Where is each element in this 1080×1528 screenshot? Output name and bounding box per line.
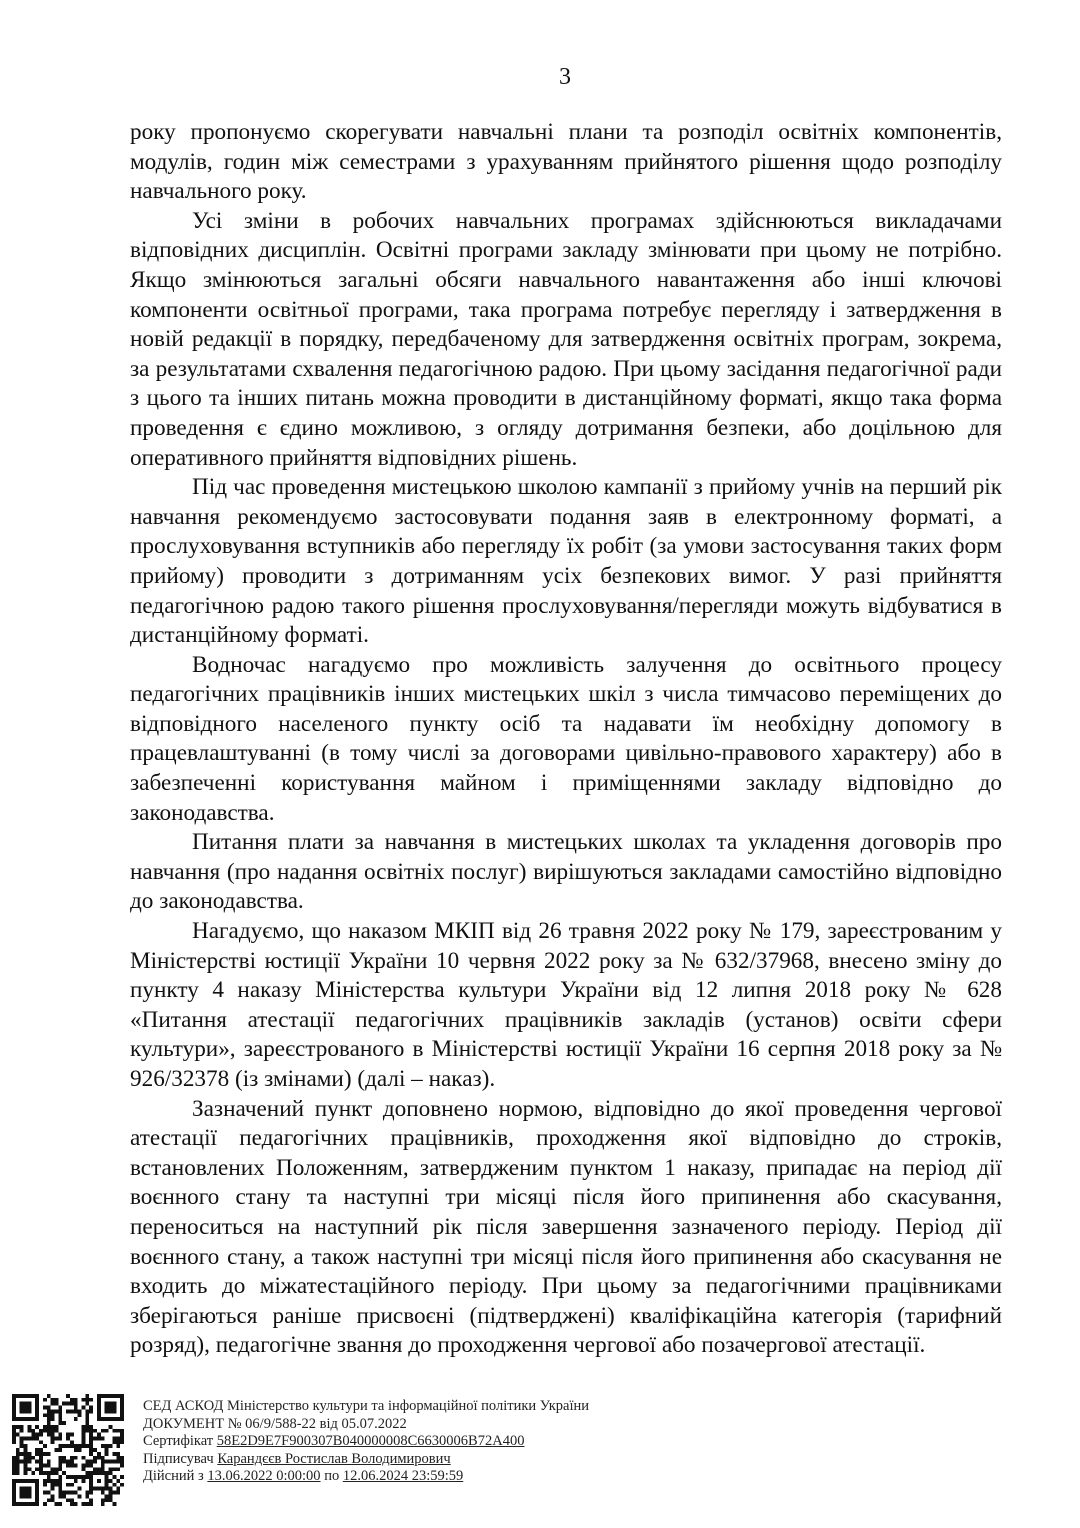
electronic-signature-stamp	[143, 1398, 843, 1486]
paragraph: Нагадуємо, що наказом МКІП від 26 травня 2022 року № 179, зареєстрованим у Міністерстві юстиції України 10 червня 2022 року за № 632/37968, внесено зміну до пункту 4 наказу Міністерства культури України від 12 липня 2018 року № 628 «Питання атестації педагогічних працівників закладів (установ) освіти сфери культури», зареєстрованого в Міністерстві юстиції України 16 серпня 2018 року за № 926/32378 (із змінами) (далі – наказ).	[130, 918, 1002, 1092]
paragraph: Питання плати за навчання в мистецьких школах та укладення договорів про навчання (про надання освітніх послуг) вирішуються закладами самостійно відповідно до законодавства.	[130, 829, 1002, 915]
certificate-value: 58E2D9E7F900307B040000008C6630006B72A400	[216, 1433, 525, 1450]
valid-from-label: Дійсний з	[143, 1468, 204, 1485]
page-number: 3	[559, 64, 571, 90]
qr-code-icon	[12, 1394, 124, 1506]
certificate-label: Сертифікат	[143, 1433, 214, 1450]
signer-name: Карандєєв Ростислав Володимирович	[217, 1450, 451, 1467]
paragraph: року пропонуємо скорегувати навчальні плани та розподіл освітніх компонентів, модулів, годин між семестрами з урахуванням прийнятого рішення щодо розподілу навчального року.	[130, 119, 1002, 205]
signer-label: Підписувач	[143, 1450, 214, 1467]
valid-to-label: по	[324, 1468, 340, 1485]
stamp-validity-row	[143, 1468, 843, 1486]
stamp-document-number: ДОКУМЕНТ № 06/9/588-22 від 05.07.2022	[143, 1415, 407, 1432]
letter-body	[130, 118, 1002, 1361]
valid-from-value: 13.06.2022 0:00:00	[207, 1468, 321, 1485]
paragraph: Водночас нагадуємо про можливість залучення до освітнього процесу педагогічних працівників інших мистецьких шкіл з числа тимчасово переміщених до відповідного населеного пункту осіб та надавати їм необхідну допомогу в працевлаштуванні (в тому числі за договорами цивільно-правового характеру) або в забезпеченні користування майном і приміщеннями закладу відповідно до законодавства.	[130, 651, 1002, 826]
stamp-organization: СЕД АСКОД Міністерство культури та інформаційної політики України	[143, 1398, 590, 1414]
valid-to-value: 12.06.2024 23:59:59	[342, 1468, 464, 1485]
stamp-signer-row	[143, 1451, 843, 1469]
paragraph: Зазначений пункт доповнено нормою, відповідно до якої проведення чергової атестації педагогічних працівників, проходження якої відповідно до строків, встановлених Положенням, затвердженим пунктом 1 наказу, припадає на період дії воєнного стану та наступні три місяці після його припинення або скасування, переноситься на наступний рік після завершення зазначеного періоду. Період дії воєнного стану, а також наступні три місяці після його припинення або скасування не входить до міжатестаційного періоду. При цьому за педагогічними працівниками зберігаються раніше присвоєні (підтверджені) кваліфікаційна категорія (тарифний розряд), педагогічне звання до проходження чергової або позачергової атестації.	[130, 1095, 1002, 1359]
stamp-certificate-row	[143, 1433, 843, 1451]
paragraph: Під час проведення мистецькою школою кампанії з прийому учнів на перший рік навчання рекомендуємо застосовувати подання заяв в електронному форматі, а прослуховування вступників або перегляду їх робіт (за умови застосування таких форм прийому) проводити з дотриманням усіх безпекових вимог. У разі прийняття педагогічною радою такого рішення прослуховування/перегляди можуть відбуватися в дистанційному форматі.	[130, 474, 1002, 649]
signature-footer	[0, 1390, 1080, 1528]
paragraph: Усі зміни в робочих навчальних програмах здійснюються викладачами відповідних дисциплін. Освітні програми закладу змінювати при цьому не потрібно. Якщо змінюються загальні обсяги навчального навантаження або інші ключові компоненти освітньої програми, така програма потребує перегляду і затвердження в новій редакції в порядку, передбаченому для затвердження освітніх програм, зокрема, за результатами схвалення педагогічною радою. При цьому засідання педагогічної ради з цього та інших питань можна проводити в дистанційному форматі, якщо така форма проведення є єдино можливою, з огляду дотримання безпеки, або доцільною для оперативного прийняття відповідних рішень.	[130, 207, 1002, 471]
